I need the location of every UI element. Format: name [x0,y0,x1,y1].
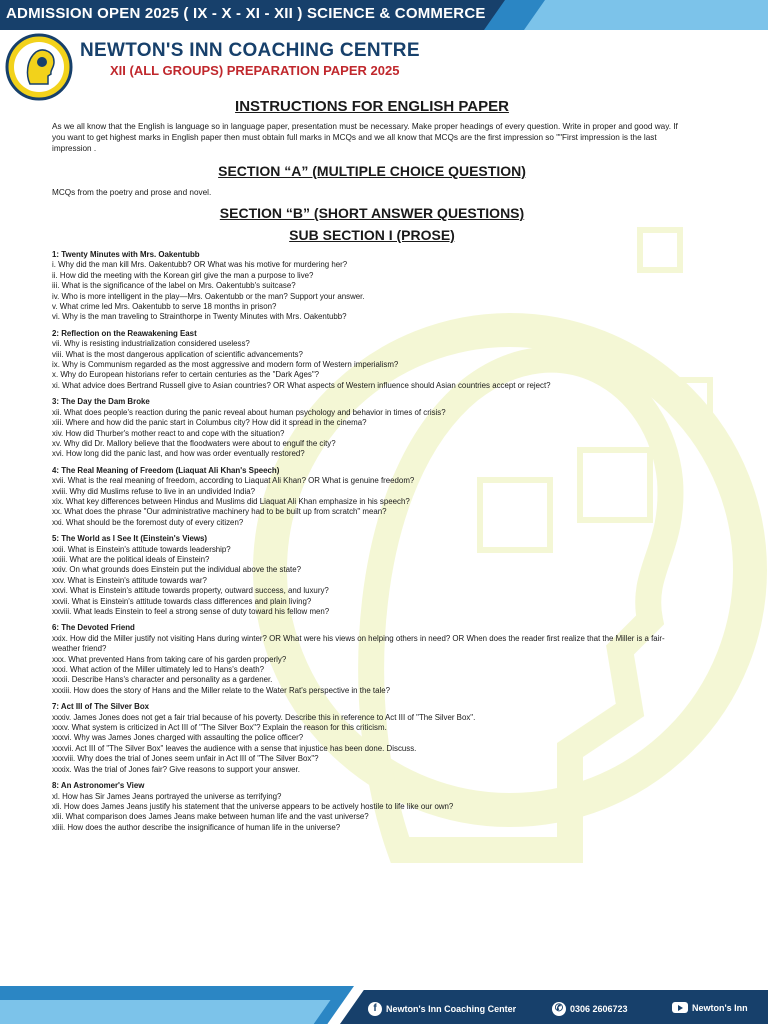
topic-block [52,397,692,459]
topic-title: 1: Twenty Minutes with Mrs. Oakentubb [52,250,200,259]
question-item: xxxiv. James Jones does not get a fair trial because of his poverty. Describe this in reference to Act III of "The Silver Box". [52,712,476,722]
question-item: xxxii. Describe Hans's character and personality as a gardener. [52,675,273,685]
topic-title: 7: Act III of The Silver Box [52,702,150,712]
question-item: ii. How did the meeting with the Korean girl give the man a purpose to live? [52,270,314,280]
question-item: xxxviii. Why does the trial of Jones seem unfair in Act III of "The Silver Box"? [52,754,319,764]
footer-stripe-light [0,1000,331,1024]
topic-title: 4: The Real Meaning of Freedom (Liaquat Ali Khan's Speech) [52,465,280,475]
topic-block [52,250,692,323]
question-item: xxvi. What is Einstein's attitude towards property, outward success, and luxury? [52,586,329,596]
topic-block [52,329,692,391]
phone-label: 0306 2606723 [570,1004,628,1014]
question-item: xiv. How did Thurber's mother react to and cope with the situation? [52,428,285,438]
footer-facebook[interactable] [368,1002,516,1016]
banner-stripe-light [524,0,768,30]
instructions-title: INSTRUCTIONS FOR ENGLISH PAPER [235,98,509,115]
youtube-icon [672,1002,688,1013]
question-item: xxxvii. Act III of "The Silver Box" leaves the audience with a sense that injustice has been done. Discuss. [52,743,417,753]
facebook-icon: f [368,1002,382,1016]
subsection-title: SUB SECTION I (PROSE) [289,227,455,243]
question-item: xxx. What prevented Hans from taking care of his garden properly? [52,654,287,664]
question-item: ix. Why is Communism regarded as the most aggressive and modern form of Western imperialism? [52,360,399,370]
question-item: xli. How does James Jeans justify his statement that the universe appears to be actively hostile to life like our own? [52,801,454,811]
topic-block [52,781,692,833]
youtube-label: Newton's Inn [692,1002,748,1013]
question-item: xlii. What comparison does James Jeans make between human life and the vast universe? [52,812,369,822]
question-item: vi. Why is the man traveling to Strainthorpe in Twenty Minutes with Mrs. Oakentubb? [52,312,347,322]
facebook-label: Newton's Inn Coaching Center [386,1004,517,1014]
question-item: xliii. How does the author describe the insignificance of human life in the universe? [52,822,341,832]
footer-phone[interactable] [552,1002,628,1016]
phone-icon: ✆ [552,1002,566,1016]
question-item: xi. What advice does Bertrand Russell give to Asian countries? OR What aspects of Western influence should Asian countries accept or reject? [52,380,551,390]
question-item: i. Why did the man kill Mrs. Oakentubb? OR What was his motive for murdering her? [52,260,348,270]
question-item: xxiv. On what grounds does Einstein put the individual above the state? [52,565,302,575]
paper-content [52,96,692,833]
question-item: xxvii. What is Einstein's attitude towards class differences and plain living? [52,596,312,606]
question-item: xxiii. What are the political ideals of Einstein? [52,554,210,564]
question-item: xxix. How did the Miller justify not visiting Hans during winter? OR What were his views on helping others in need? OR When does the reader first realize that the Miller is a fair-weather friend? [52,633,665,654]
top-banner [0,0,768,30]
section-b-title: SECTION “B” (SHORT ANSWER QUESTIONS) [219,205,525,221]
question-item: v. What crime led Mrs. Oakentubb to serve 18 months in prison? [52,302,277,312]
question-item: xx. What does the phrase "Our administrative machinery had to be built up from scratch" mean? [52,507,387,517]
section-a-title: SECTION “A” (MULTIPLE CHOICE QUESTION) [218,163,526,179]
paper-subtitle: XII (ALL GROUPS) PREPARATION PAPER 2025 [110,63,400,78]
question-item: xxii. What is Einstein's attitude towards leadership? [52,544,231,554]
question-item: xxxix. Was the trial of Jones fair? Give reasons to support your answer. [52,764,300,774]
topic-title: 2: Reflection on the Reawakening East [52,328,197,338]
question-item: xiii. Where and how did the panic start in Columbus city? How did it spread in the cinema? [52,418,367,428]
section-a-body: MCQs from the poetry and prose and novel. [52,188,212,197]
centre-name: NEWTON'S INN COACHING CENTRE [80,40,420,61]
question-item: xix. What key differences between Hindus and Muslims did Liaquat Ali Khan emphasize in his speech? [52,496,410,506]
question-item: xxi. What should be the foremost duty of every citizen? [52,517,244,527]
topic-block [52,534,692,617]
footer-bar [0,978,768,1024]
question-item: xviii. Why did Muslims refuse to live in an undivided India? [52,486,256,496]
question-item: xxviii. What leads Einstein to feel a strong sense of duty toward his fellow men? [52,607,330,616]
question-item: xvii. What is the real meaning of freedom, according to Liaquat Ali Khan? OR What is genuine freedom? [52,476,415,486]
question-item: xxv. What is Einstein's attitude towards war? [52,575,207,585]
question-item: xxxiii. How does the story of Hans and the Miller relate to the Water Rat's perspective in the tale? [52,685,391,695]
instructions-body: As we all know that the English is language so in language paper, presentation must be necessary. Make proper headings of every question. Write in proper and good way. If you want to get highest marks in English paper then must obtain full marks in MCQs and we all know that MCQs are the first impression so ""First impression is the last impression . [52,122,678,153]
question-item: xxxv. What system is criticized in Act III of "The Silver Box"? Explain the reason for this criticism. [52,723,387,733]
topic-block [52,702,692,775]
topic-title: 3: The Day the Dam Broke [52,397,150,407]
topic-title: 5: The World as I See It (Einstein's Views) [52,534,208,544]
question-item: vii. Why is resisting industrialization considered useless? [52,339,250,349]
banner-text: ADMISSION OPEN 2025 ( IX - X - XI - XII ) SCIENCE & COMMERCE [6,5,486,22]
topic-title: 6: The Devoted Friend [52,623,135,633]
topic-block [52,466,692,528]
topic-title: 8: An Astronomer's View [52,781,145,791]
question-item: xxxi. What action of the Miller ultimately led to Hans's death? [52,665,265,675]
topic-block [52,623,692,696]
question-item: xxxvi. Why was James Jones charged with assaulting the police officer? [52,733,304,743]
question-item: xv. Why did Dr. Mallory believe that the floodwaters were about to engulf the city? [52,438,336,448]
question-item: iii. What is the significance of the label on Mrs. Oakentubb's suitcase? [52,281,296,291]
question-item: xl. How has Sir James Jeans portrayed the universe as terrifying? [52,791,282,801]
footer-youtube[interactable] [672,1002,748,1013]
question-item: xii. What does people's reaction during the panic reveal about human psychology and behavior in times of crisis? [52,407,446,417]
question-item: iv. Who is more intelligent in the play—Mrs. Oakentubb or the man? Support your answer. [52,291,365,301]
question-item: xvi. How long did the panic last, and how was order eventually restored? [52,449,305,459]
question-item: x. Why do European historians refer to certain centuries as the "Dark Ages"? [52,370,320,380]
newtons-inn-logo-icon [4,32,74,102]
question-item: viii. What is the most dangerous application of scientific advancements? [52,349,303,359]
